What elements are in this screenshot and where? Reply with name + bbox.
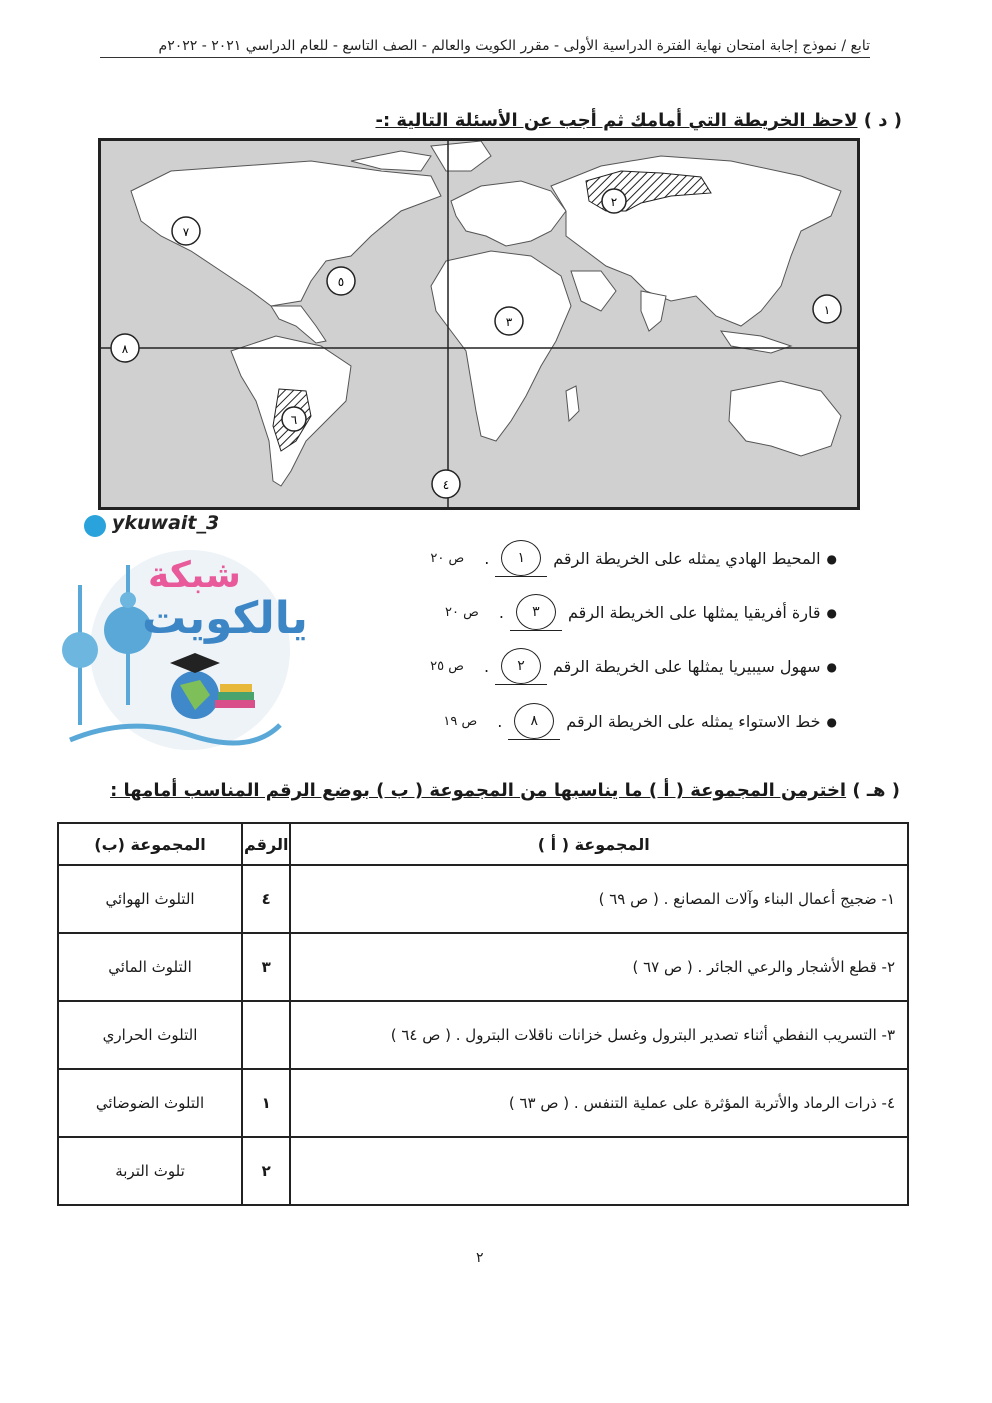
section-d-text: لاحظ الخريطة التي أمامك ثم أجب عن الأسئلة التالية :- (375, 110, 858, 131)
row-4-a: ٤- ذرات الرماد والأتربة المؤثرة على عملية التنفس . ( ص ٦٣ ) (290, 1069, 908, 1137)
map-marker-3 (495, 307, 523, 335)
section-h-prefix: ( هـ ) (852, 780, 900, 801)
table-row (58, 865, 908, 933)
row-2-b: التلوث المائي (58, 933, 242, 1001)
map-label-2: ٢ (610, 195, 618, 209)
row-1-num: ٤ (242, 865, 290, 933)
question-2: ● قارة أفريقيا يمثلها على الخريطة الرقم ٣ . ص ٢٠ (445, 594, 837, 631)
page-ref-3: ص ٢٥ (430, 659, 464, 674)
question-4: ● خط الاستواء يمثله على الخريطة الرقم ٨ . ص ١٩ (443, 703, 837, 740)
table-row (58, 933, 908, 1001)
question-1-text: المحيط الهادي يمثله على الخريطة الرقم (553, 549, 821, 568)
row-5-b: تلوث التربة (58, 1137, 242, 1205)
map-marker-6 (282, 407, 306, 431)
page-ref-2: ص ٢٠ (445, 605, 479, 620)
bullet-icon: ● (826, 605, 837, 620)
answer-4-blank (508, 703, 560, 740)
row-3-num (242, 1001, 290, 1069)
question-3-text: سهول سيبيريا يمثلها على الخريطة الرقم (553, 657, 821, 676)
header-group-b: المجموعة (ب) (58, 823, 242, 865)
map-label-4: ٤ (442, 478, 450, 492)
section-h-title (110, 780, 900, 801)
bullet-icon: ● (826, 659, 837, 674)
section-d-title (375, 110, 902, 131)
row-2-a: ٢- قطع الأشجار والرعي الجائر . ( ص ٦٧ ) (290, 933, 908, 1001)
logo-text-top: شبكة (148, 555, 241, 596)
bullet-icon: ● (826, 714, 837, 729)
answer-1-circle: ١ (501, 540, 541, 576)
answer-2-blank (510, 594, 562, 631)
row-5-num: ٢ (242, 1137, 290, 1205)
logo-text-main: يالكويت (142, 593, 308, 644)
map-label-6: ٦ (290, 413, 298, 427)
map-label-7: ٧ (182, 225, 190, 239)
answer-3-circle: ٢ (501, 648, 541, 684)
table-row (58, 1137, 908, 1205)
page-ref-4: ص ١٩ (443, 714, 478, 729)
row-5-a (290, 1137, 908, 1205)
bullet-icon: ● (826, 551, 837, 566)
page-number: ٢ (476, 1250, 484, 1266)
question-2-text: قارة أفريقيا يمثلها على الخريطة الرقم (567, 603, 821, 622)
row-3-b: التلوث الحراري (58, 1001, 242, 1069)
map-marker-7 (172, 217, 200, 245)
section-d-prefix: ( د ) (863, 110, 902, 131)
question-3: ● سهول سيبيريا يمثلها على الخريطة الرقم ٢ . ص ٢٥ (430, 648, 837, 685)
site-logo (50, 545, 308, 760)
row-3-a: ٣- التسريب النفطي أثناء تصدير البترول وغسل خزانات ناقلات البترول . ( ص ٦٤ ) (290, 1001, 908, 1069)
answer-2-circle: ٣ (516, 594, 556, 630)
watermark-handle: ykuwait_3 (112, 512, 220, 534)
world-map-svg (101, 141, 857, 507)
table-header-row (58, 823, 908, 865)
map-marker-2 (602, 189, 626, 213)
table-row (58, 1001, 908, 1069)
row-4-b: التلوث الضوضائي (58, 1069, 242, 1137)
map-marker-1 (813, 295, 841, 323)
row-2-num: ٣ (242, 933, 290, 1001)
header-number: الرقم (242, 823, 290, 865)
map-label-3: ٣ (505, 315, 513, 329)
map-label-1: ١ (823, 303, 831, 317)
answer-1-blank (495, 540, 547, 577)
map-marker-5 (327, 267, 355, 295)
row-4-num: ١ (242, 1069, 290, 1137)
header-group-a: المجموعة ( أ ) (290, 823, 908, 865)
question-4-text: خط الاستواء يمثله على الخريطة الرقم (566, 712, 821, 731)
world-map (98, 138, 860, 510)
map-label-8: ٨ (121, 342, 129, 356)
row-1-b: التلوث الهوائي (58, 865, 242, 933)
answer-4-circle: ٨ (514, 703, 554, 739)
page-ref-1: ص ٢٠ (430, 551, 465, 566)
map-marker-8 (111, 334, 139, 362)
matching-table (57, 822, 909, 1206)
table-row (58, 1069, 908, 1137)
telegram-icon (84, 515, 106, 537)
row-1-a: ١- ضجيج أعمال البناء وآلات المصانع . ( ص ٦٩ ) (290, 865, 908, 933)
answer-3-blank (495, 648, 547, 685)
map-label-5: ٥ (337, 275, 345, 289)
section-h-text: اخترمن المجموعة ( أ ) ما يناسبها من المجموعة ( ب ) بوضع الرقم المناسب أمامها : (110, 780, 847, 801)
page-header: تابع / نموذج إجابة امتحان نهاية الفترة الدراسية الأولى - مقرر الكويت والعالم - الصف التاسع - للعام الدراسي ٢٠٢١ - ٢٠٢٢م (100, 38, 870, 58)
question-1: ● المحيط الهادي يمثله على الخريطة الرقم ١ . ص ٢٠ (430, 540, 837, 577)
map-marker-4 (432, 470, 460, 498)
